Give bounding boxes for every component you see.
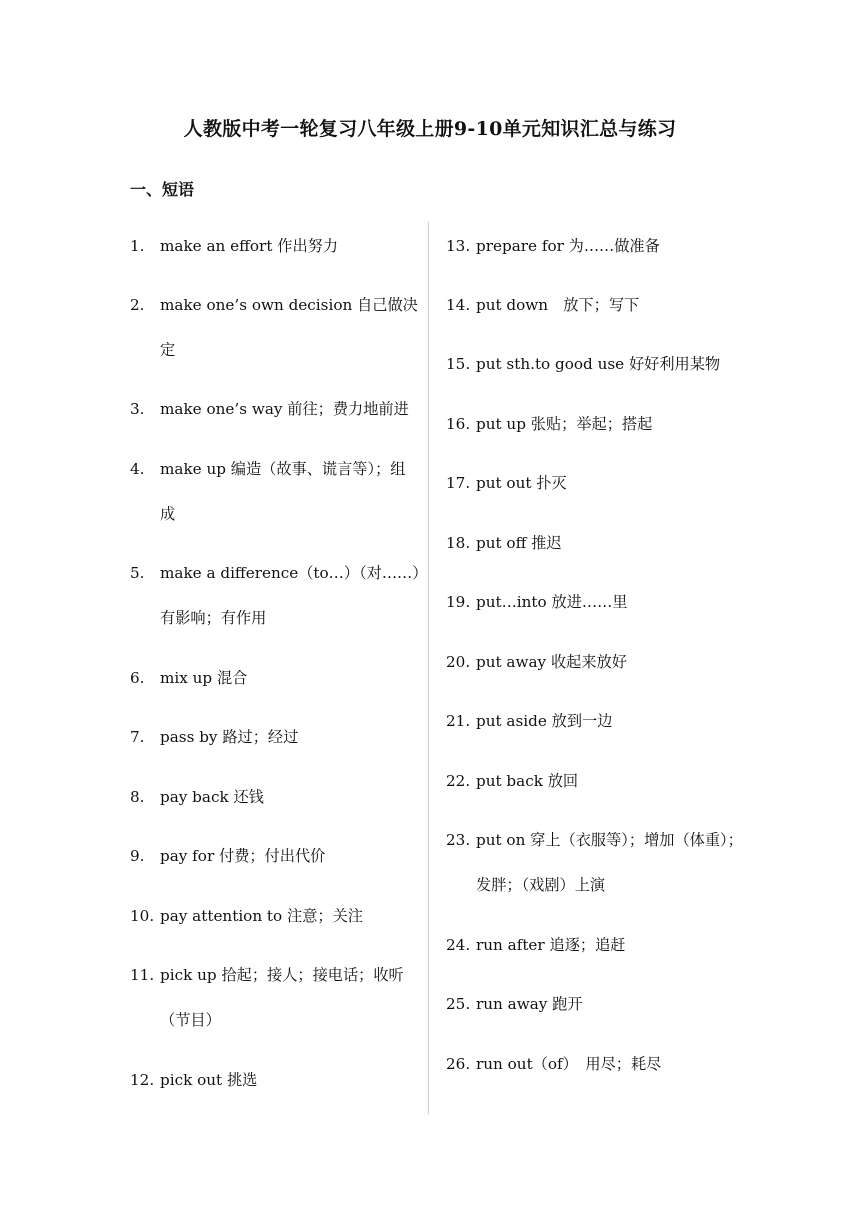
list-item: 4. make up 编造（故事、谎言等）；组成	[130, 460, 406, 523]
list-item: 17. put out 扑灭	[446, 474, 567, 492]
list-item: 21. put aside 放到一边	[446, 712, 613, 730]
list-item: 6. mix up 混合	[130, 669, 248, 687]
list-item: 20. put away 收起来放好	[446, 653, 627, 671]
list-item: 9. pay for 付费；付出代价	[130, 847, 326, 865]
list-item: 14. put down 放下；写下	[446, 296, 640, 314]
list-item: 11. pick up 拾起；接人；接电话；收听（节目）	[130, 966, 404, 1029]
list-item: 10. pay attention to 注意；关注	[130, 907, 363, 925]
list-item: 15. put sth.to good use 好好利用某物	[446, 355, 721, 373]
column-divider	[428, 222, 429, 1114]
list-item: 5. make a difference（to…）（对……）有影响；有作用	[130, 564, 420, 627]
list-item: 26. run out（of） 用尽；耗尽	[446, 1055, 662, 1073]
page-title: 人教版中考一轮复习八年级上册9-10单元知识汇总与练习	[183, 118, 677, 140]
list-item: 22. put back 放回	[446, 772, 579, 790]
list-item: 18. put off 推迟	[446, 534, 562, 552]
list-item: 3. make one’s way 前往；费力地前进	[130, 400, 409, 418]
section-heading: 一、短语	[130, 180, 195, 199]
list-item: 1. make an effort 作出努力	[130, 237, 339, 255]
list-item: 19. put…into 放进……里	[446, 593, 628, 611]
list-item: 16. put up 张贴；举起；搭起	[446, 415, 653, 433]
list-item: 12. pick out 挑选	[130, 1071, 258, 1089]
list-item: 23. put on 穿上（衣服等）；增加（体重）；发胖；（戏剧）上演	[446, 831, 743, 894]
list-item: 25. run away 跑开	[446, 995, 583, 1013]
list-item: 7. pass by 路过；经过	[130, 728, 299, 746]
list-item: 13. prepare for 为……做准备	[446, 237, 660, 255]
list-item: 2. make one’s own decision 自己做决定	[130, 296, 418, 359]
list-item: 24. run after 追逐；追赶	[446, 936, 626, 954]
list-item: 8. pay back 还钱	[130, 788, 264, 806]
